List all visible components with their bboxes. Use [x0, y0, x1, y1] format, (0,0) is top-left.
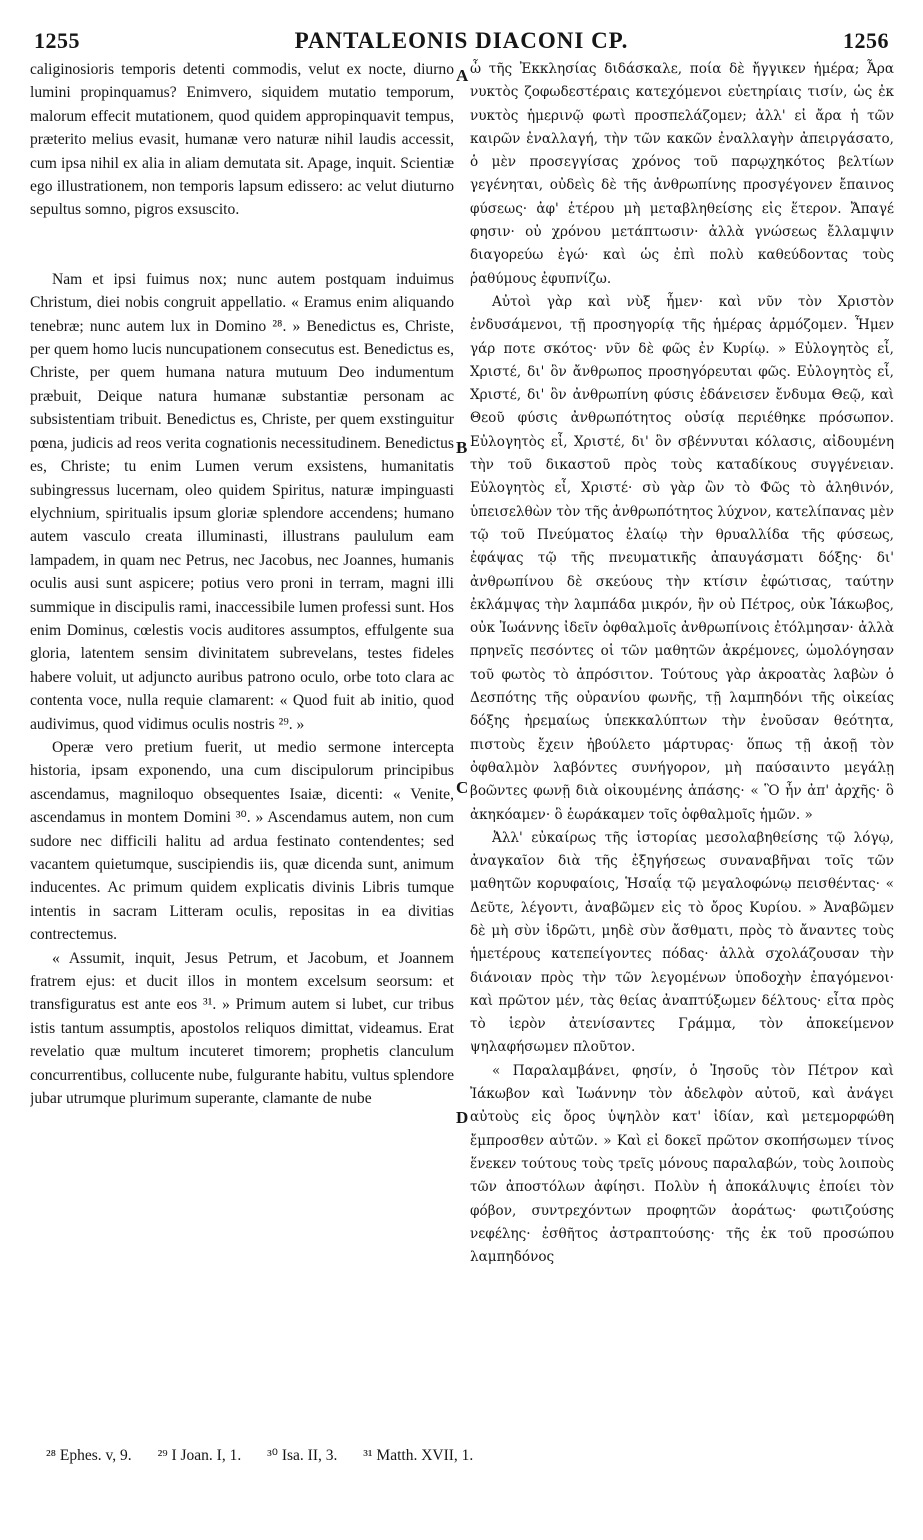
margin-letter-a: A [456, 66, 469, 85]
margin-letter-d: D [456, 1108, 469, 1127]
latin-column [30, 58, 454, 1440]
paragraph-gap [30, 222, 454, 268]
margin-letter-c: C [456, 778, 469, 797]
greek-paragraph-4: « Παραλαμβάνει, φησίν, ὁ Ἰησοῦς τὸν Πέτρον καὶ Ἰάκωβον καὶ Ἰωάννην τὸν ἀδελφὸν αὐτοῦ, καὶ ἀνάγει αὐτοὺς εἰς ὄρος ὑψηλὸν κατ' ἰδίαν, καὶ μετεμορφώθη ἔμπροσθεν αὐτῶν. » Καὶ εἰ δοκεῖ πρῶτον σκοπήσωμεν τίνος ἕνεκεν τούτους τοὺς τρεῖς μόνους παραλαβών, τοὺς λοιποὺς τῶν ἀποστόλων ἀφίησι. Πολὺν ἡ ἀποκάλυψις ἐποίει τὸν φόβον, συντρεχόντων προφητῶν ἀοράτως· φωτιζούσης νεφέλης· ἐσθῆτος ἀστραπτούσης· τῆς ἐκ τοῦ προσώπου λαμπηδόνος [470, 1062, 894, 1266]
latin-paragraph-3: Operæ vero pretium fuerit, ut medio sermone intercepta historia, ipsam exponendo, una cum discipulorum principibus ascendamus, magniloquo obsequentes Isaiæ, dicenti: « Venite, ascendamus in montem Domini ³⁰. » Ascendamus autem, non cum sudore nec difficili halitu ad ardua festinato contendentes; sed vacantem quietumque, suscipiendis iis, quæ dicenda sunt, animum inducentes. Ac primum quidem explicatis divinis Libris tumque intentis in sacram Litteram oculis, repositas in ea divitias contrectemus. [30, 738, 454, 944]
page-number-right: 1256 [843, 28, 889, 53]
footnote-29: ²⁹ I Joan. I, 1. [157, 1447, 242, 1464]
latin-paragraph-4: « Assumit, inquit, Jesus Petrum, et Jacobum, et Joannem fratrem ejus: et ducit illos in montem excelsum seorsum: et transfiguratus est ante eos ³¹. » Primum autem si lubet, cur tribus istis tantum assumptis, apostolos reliquos dimittat, videamus. Erat revelatio quæ multum incuteret timorem; prophetis clanculum concurrentibus, collucente nube, fulgurante habitu, vultus splendore jubar utrumque plurimum superante, clamante de nube [30, 949, 454, 1108]
margin-letter-b: B [456, 438, 468, 457]
greek-column [470, 58, 894, 1440]
footnote-28: ²⁸ Ephes. v, 9. [46, 1447, 132, 1464]
running-title: PANTALEONIS DIACONI CP. [294, 28, 629, 53]
footnote-31: ³¹ Matth. XVII, 1. [363, 1447, 474, 1464]
latin-paragraph-1: caliginosioris temporis detenti commodis, velut ex nocte, diurno lumini propinquamus? Enimvero, siquidem mutatio temporum, malorum effecit mutationem, quod quidem appropinquavit tempus, præterito melius evasit, humanæ vero naturæ nihil laudis accessit, cum ipsa nihil ex alia in aliam demutata sit. Apage, inquit. Scientiæ ego illustrationem, non temporis lapsum edissero: ac velut diuturno sepultus somno, pigros exsuscito. [30, 61, 454, 219]
greek-paragraph-2: Αὐτοὶ γὰρ καὶ νὺξ ἦμεν· καὶ νῦν τὸν Χριστὸν ἐνδυσάμενοι, τῇ προσηγορίᾳ τῆς ἡμέρας ἁρμόζομεν. Ἦμεν γάρ ποτε σκότος· νῦν δὲ φῶς ἐν Κυρίῳ. » Εὐλογητὸς εἶ, Χριστέ, δι' ὃν ἄνθρωπος προσηγόρευται φῶς. Εὐλογητὸς εἶ, Χριστέ, δι' ὃν ἀνθρωπίνη φύσις ἐδάνεισεν ἔνδυμα Θεῷ, καὶ Θεοῦ φύσις ἀνθρωπότητος οὐσίᾳ περιέθηκε πρόσωπον. Εὐλογητὸς εἶ, Χριστέ, δι' ὃν σβέννυται κόλασις, αἰδουμένη τὴν τοῦ δικαστοῦ πρὸς τοὺς καταδίκους συγγένειαν. Εὐλογητὸς εἶ, Χριστέ· σὺ γὰρ ὢν τὸ Φῶς τὸ ἀληθινόν, ὑπεισελθὼν τὸν τῆς ἀνθρωπότητος λύχνον, κατελίπανας μὲν τῷ τοῦ Πνεύματος ἐλαίῳ τὴν θρυαλλίδα τῆς φύσεως, ἐφάψας τῷ τῆς πνευματικῆς ἀπαυγάσματι δόξης· δι' ἀνθρωπίνου δὲ σκεύους τὴν κτίσιν ἐφώτισας, ταύτην ἐκλάμψας τὴν λαμπάδα μικρόν, ἣν οὐ Πέτρος, οὐκ Ἰάκωβος, οὐκ Ἰωάννης ἰδεῖν ὀφθαλμοῖς ἀνθρωπίνοις ἐτόλμησαν· ἀλλὰ πρηνεῖς πεσόντες οἱ τῶν μαθητῶν ἀκρέμονες, ὡμολόγησαν τοῦ φωτὸς τὸ ἀπρόσιτον. Τούτους γὰρ ἀκροατὰς λαβὼν ὁ Δεσπότης τῆς οὐρανίου φωνῆς, τῇ λαμπηδόνι τῆς οἰκείας δόξης ἠρεμαίως ὑπεκκαλύπτων τὴν ἐνοῦσαν θεότητα, πιστοὺς ἔχειν ἠβούλετο μάρτυρας· ὅπως τῇ ἀκοῇ τὸν ὀφθαλμὸν λαβόντες συνήγορον, μὴ παύσαιντο μεγάλῃ βοῶντες φωνῇ διὰ οἰκουμένης ἁπάσης· « Ὃ ἦν ἀπ' ἀρχῆς· ὃ ἀκηκόαμεν· ὃ ἑωράκαμεν τοῖς ὀφθαλμοῖς ἡμῶν. » [470, 293, 894, 823]
greek-paragraph-3: Ἀλλ' εὐκαίρως τῆς ἱστορίας μεσολαβηθείσης τῷ λόγῳ, ἀναγκαῖον διὰ τῆς ἐξηγήσεως συναναβῆναι τοῖς τῶν μαθητῶν κορυφαίοις, Ἡσαΐᾳ τῷ μεγαλοφώνῳ πεισθέντας· « Δεῦτε, λέγοντι, ἀναβῶμεν εἰς τὸ ὄρος Κυρίου. » Ἀναβῶμεν δὲ μὴ σὺν ἱδρῶτι, μηδὲ σὺν ἄσθματι, πρὸς τὸ ἄναντες τοὺς ἡμετέρους κατεπείγοντες πόδας· ἀλλὰ σχολάζουσαν τὴν διάνοιαν πρὸς τὴν τῶν λεγομένων ὑποδοχὴν ἐπαγόμενοι· καὶ πρῶτον μέν, τὰς θείας ἀναπτύξωμεν δέλτους· εἶτα πρὸς τὸ ἱερὸν ἀτενίσαντες Γράμμα, τὸν ἀποκείμενον ψηλαφήσωμεν πλοῦτον. [470, 829, 894, 1056]
footnote-30: ³⁰ Isa. II, 3. [267, 1447, 338, 1464]
page-number-left: 1255 [34, 28, 80, 53]
latin-paragraph-2: Nam et ipsi fuimus nox; nunc autem postquam induimus Christum, diei nobis congruit appellatio. « Eramus enim aliquando tenebræ; nunc autem lux in Domino ²⁸. » Benedictus es, Christe, per quem homo lucis nuncupationem consecutus est. Benedictus es, Christe, per quem humana natura mutuum Deo indumentum præbuit, Deique natura humanæ substantiæ personam ac subsistentiam tribuit. Benedictus es, Christe, per quem exstinguitur pœna, judicis ad reos verita cognationis necessitudinem. Benedictus es, Christe; tu enim Lumen verum exsistens, humanitatis subingressus lucernam, oleo quidem Spiritus, naturæ impinguasti elychnium, spiritualis ipsum gloriæ splendore accendens; humano autem vasculo creata illuminasti, illustrans paululum eam lampadem, in quam nec Petrus, nec Jacobus, nec Joannes, humanis oculis ausi sunt aspicere; potius vero proni in terram, magni illi summique in discipulis rami, inaccessibile lumen professi sunt. Hos enim Dominus, cœlestis vocis auditores assumptos, effulgente sua gloria, latentem sensim divinitatem subrevelans, testes fideles habere voluit, ut adjuncto auribus patrono oculo, orbe toto clara ac contenta voce, nulla requie clamarent: « Quod fuit ab initio, quod audivimus, quod vidimus oculis nostris ²⁹. » [30, 270, 454, 733]
greek-paragraph-1: ὦ τῆς Ἐκκλησίας διδάσκαλε, ποία δὲ ἤγγικεν ἡμέρα; Ἆρα νυκτὸς ζοφωδεστέραις κατεχόμενοι εὐετηρίαις τισίν, ὡς ἐκ νυκτὸς ἡμερινῷ φωτὶ προσπελάζομεν; ἀλλ' εἰ ἄρα ἡ τῶν καιρῶν ἐναλλαγή, τὴν τῶν κακῶν ἐναλλαγὴν ἀπειργάσατο, ὁ μὲν προσεγγίσας χρόνος τοῦ παρῳχηκότος βελτίων γεγένηται, οὐδεὶς δὲ τῆς ἀνθρωπίνης προσγέγονεν ἔπαινος φύσεως· ἀφ' ἑτέρου μὴ μεταβληθείσης εἰς ἕτερον. Ἄπαγέ φησιν· οὐ χρόνου μετάπτωσιν· ἀλλὰ γνώσεως ἔλλαμψιν διαγορεύω ἐγώ· καὶ ὡς ἐπὶ πολὺ καθεύδοντας τοὺς ῥαθύμους ἐφυπνίζω. [470, 61, 894, 287]
footnotes [46, 1446, 886, 1465]
